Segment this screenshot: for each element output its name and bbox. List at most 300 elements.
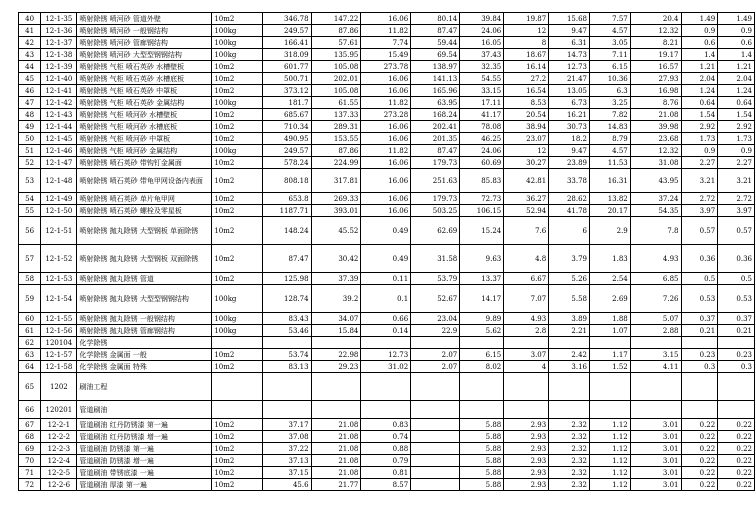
quota-code-cell: 12-1-36: [41, 25, 77, 37]
quota-code-cell: 12-1-43: [41, 109, 77, 121]
value-cell: 33.15: [460, 85, 504, 97]
row-number-cell: 54: [19, 193, 41, 205]
value-cell: 128.74: [262, 285, 311, 313]
value-cell: 83.13: [262, 361, 311, 373]
value-cell: 141.13: [411, 73, 460, 85]
value-cell: 4.57: [589, 25, 630, 37]
row-number-cell: 43: [19, 49, 41, 61]
value-cell: 37.08: [262, 431, 311, 443]
value-cell: [411, 401, 460, 419]
value-cell: 1.54: [681, 109, 718, 121]
value-cell: 5.58: [549, 285, 590, 313]
value-cell: 2.88: [630, 325, 681, 337]
value-cell: 0.1: [361, 285, 411, 313]
value-cell: 3.07: [504, 349, 549, 361]
value-cell: 0.53: [681, 285, 718, 313]
unit-cell: 10m2: [212, 157, 262, 169]
quota-code-cell: 12-1-37: [41, 37, 77, 49]
value-cell: [630, 337, 681, 349]
value-cell: 29.23: [311, 361, 361, 373]
value-cell: 6.85: [630, 273, 681, 285]
value-cell: 30.42: [311, 245, 361, 273]
item-name-cell: 管道刷油 防锈漆 增一遍: [77, 455, 212, 467]
value-cell: 2.72: [718, 193, 755, 205]
value-cell: 7.74: [361, 37, 411, 49]
value-cell: 1.12: [589, 443, 630, 455]
value-cell: 85.83: [460, 169, 504, 193]
value-cell: 165.96: [411, 85, 460, 97]
item-name-cell: 管道刷油 红丹防锈漆 第一遍: [77, 419, 212, 431]
value-cell: 16.06: [361, 157, 411, 169]
value-cell: 19.87: [504, 13, 549, 25]
value-cell: 12.73: [361, 349, 411, 361]
value-cell: 31.58: [411, 245, 460, 273]
unit-cell: 100kg: [212, 313, 262, 325]
table-row: [19, 373, 755, 401]
unit-cell: 10m2: [212, 361, 262, 373]
quota-code-cell: 12-1-57: [41, 349, 77, 361]
value-cell: 21.08: [311, 443, 361, 455]
unit-cell: 10m2: [212, 349, 262, 361]
value-cell: 1.12: [589, 431, 630, 443]
value-cell: 28.62: [549, 193, 590, 205]
value-cell: 80.14: [411, 13, 460, 25]
quota-code-cell: 12-1-35: [41, 13, 77, 25]
value-cell: [549, 337, 590, 349]
unit-cell: 10m2: [212, 455, 262, 467]
value-cell: 8.57: [361, 479, 411, 491]
table-row: [19, 349, 755, 361]
unit-cell: 100kg: [212, 285, 262, 313]
value-cell: [681, 401, 718, 419]
value-cell: 0.6: [681, 37, 718, 49]
value-cell: 7.6: [504, 217, 549, 245]
table-row: [19, 313, 755, 325]
value-cell: 6.15: [589, 61, 630, 73]
value-cell: 16.06: [361, 205, 411, 217]
value-cell: 202.01: [311, 73, 361, 85]
value-cell: 14.73: [549, 49, 590, 61]
table-row: [19, 97, 755, 109]
row-number-cell: 57: [19, 245, 41, 273]
value-cell: 135.95: [311, 49, 361, 61]
value-cell: 12: [504, 145, 549, 157]
value-cell: [411, 419, 460, 431]
value-cell: 2.32: [549, 479, 590, 491]
value-cell: 2.93: [504, 455, 549, 467]
value-cell: 0.9: [681, 145, 718, 157]
row-number-cell: 59: [19, 285, 41, 313]
value-cell: 601.77: [262, 61, 311, 73]
value-cell: 0.37: [718, 313, 755, 325]
value-cell: [262, 337, 311, 349]
value-cell: 52.67: [411, 285, 460, 313]
value-cell: 0.79: [361, 455, 411, 467]
unit-cell: 10m2: [212, 419, 262, 431]
row-number-cell: 49: [19, 121, 41, 133]
value-cell: 5.88: [460, 443, 504, 455]
unit-cell: 10m2: [212, 73, 262, 85]
value-cell: [361, 401, 411, 419]
value-cell: 0.14: [361, 325, 411, 337]
value-cell: 9.89: [460, 313, 504, 325]
table-row: [19, 25, 755, 37]
value-cell: 2.93: [504, 419, 549, 431]
value-cell: 251.63: [411, 169, 460, 193]
value-cell: 0.3: [681, 361, 718, 373]
value-cell: [681, 337, 718, 349]
value-cell: 1.07: [589, 325, 630, 337]
value-cell: 54.35: [630, 205, 681, 217]
value-cell: 0.22: [681, 467, 718, 479]
value-cell: 19.17: [630, 49, 681, 61]
value-cell: [311, 373, 361, 401]
value-cell: 3.01: [630, 479, 681, 491]
value-cell: 0.83: [361, 419, 411, 431]
row-number-cell: 53: [19, 169, 41, 193]
value-cell: 1.52: [589, 361, 630, 373]
item-name-cell: 化学除锈 金属面 一般: [77, 349, 212, 361]
quota-code-cell: 120201: [41, 401, 77, 419]
unit-cell: 100kg: [212, 145, 262, 157]
value-cell: 87.47: [411, 25, 460, 37]
value-cell: [262, 373, 311, 401]
value-cell: 1.54: [718, 109, 755, 121]
value-cell: 18.2: [549, 133, 590, 145]
value-cell: 53.79: [411, 273, 460, 285]
value-cell: 0.22: [681, 443, 718, 455]
value-cell: [411, 337, 460, 349]
value-cell: 3.21: [718, 169, 755, 193]
value-cell: 105.08: [311, 85, 361, 97]
value-cell: 0.22: [681, 431, 718, 443]
value-cell: 21.77: [311, 479, 361, 491]
value-cell: 0.53: [718, 285, 755, 313]
value-cell: 3.01: [630, 443, 681, 455]
value-cell: 30.73: [549, 121, 590, 133]
value-cell: [504, 337, 549, 349]
row-number-cell: 70: [19, 455, 41, 467]
table-row: [19, 169, 755, 193]
value-cell: 21.08: [311, 419, 361, 431]
quota-code-cell: 12-1-51: [41, 217, 77, 245]
row-number-cell: 58: [19, 273, 41, 285]
value-cell: 0.5: [681, 273, 718, 285]
table-row: [19, 361, 755, 373]
value-cell: 63.95: [411, 97, 460, 109]
value-cell: 16.06: [361, 133, 411, 145]
quota-code-cell: 12-2-6: [41, 479, 77, 491]
row-number-cell: 47: [19, 97, 41, 109]
value-cell: 0.23: [718, 349, 755, 361]
item-name-cell: 喷射除锈 抛丸除锈 管廊钢结构: [77, 325, 212, 337]
quota-code-cell: 12-1-47: [41, 157, 77, 169]
value-cell: 24.06: [460, 25, 504, 37]
unit-cell: 10m2: [212, 273, 262, 285]
row-number-cell: 60: [19, 313, 41, 325]
table-row: [19, 325, 755, 337]
unit-cell: 10m2: [212, 109, 262, 121]
item-name-cell: 喷射除锈 喷石英砂 单片龟甲网: [77, 193, 212, 205]
value-cell: 60.69: [460, 157, 504, 169]
value-cell: 0.22: [718, 431, 755, 443]
table-row: [19, 431, 755, 443]
value-cell: 1.88: [589, 313, 630, 325]
table-row: [19, 443, 755, 455]
value-cell: 2.32: [549, 443, 590, 455]
value-cell: 3.01: [630, 419, 681, 431]
value-cell: 9.63: [460, 245, 504, 273]
value-cell: [549, 373, 590, 401]
value-cell: 38.94: [504, 121, 549, 133]
table-row: [19, 401, 755, 419]
value-cell: 8.02: [460, 361, 504, 373]
unit-cell: 10m2: [212, 13, 262, 25]
value-cell: 2.04: [718, 73, 755, 85]
value-cell: 1.17: [589, 349, 630, 361]
value-cell: 7.07: [504, 285, 549, 313]
value-cell: 69.54: [411, 49, 460, 61]
value-cell: 0.11: [361, 273, 411, 285]
value-cell: 15.24: [460, 217, 504, 245]
value-cell: 5.26: [549, 273, 590, 285]
value-cell: 0.22: [681, 479, 718, 491]
value-cell: 39.2: [311, 285, 361, 313]
value-cell: 2.07: [411, 349, 460, 361]
value-cell: 41.78: [549, 205, 590, 217]
quota-code-cell: 12-1-42: [41, 97, 77, 109]
row-number-cell: 40: [19, 13, 41, 25]
value-cell: [630, 401, 681, 419]
quota-table: [18, 12, 755, 491]
quota-code-cell: 12-1-46: [41, 145, 77, 157]
value-cell: 0.5: [718, 273, 755, 285]
table-row: [19, 133, 755, 145]
value-cell: 0.21: [718, 325, 755, 337]
value-cell: 2.21: [549, 325, 590, 337]
value-cell: 16.54: [504, 85, 549, 97]
item-name-cell: 管道刷油: [77, 401, 212, 419]
value-cell: 13.82: [589, 193, 630, 205]
value-cell: 8.53: [504, 97, 549, 109]
unit-cell: 100kg: [212, 97, 262, 109]
value-cell: 3.97: [718, 205, 755, 217]
unit-cell: 10m2: [212, 245, 262, 273]
value-cell: 32.35: [460, 61, 504, 73]
value-cell: 3.79: [549, 245, 590, 273]
unit-cell: 100kg: [212, 49, 262, 61]
value-cell: 6.3: [589, 85, 630, 97]
value-cell: [589, 401, 630, 419]
value-cell: 5.88: [460, 455, 504, 467]
value-cell: 45.52: [311, 217, 361, 245]
value-cell: 3.97: [681, 205, 718, 217]
value-cell: [411, 467, 460, 479]
value-cell: 23.04: [411, 313, 460, 325]
value-cell: [718, 401, 755, 419]
value-cell: 4.93: [504, 313, 549, 325]
row-number-cell: 66: [19, 401, 41, 419]
value-cell: 54.55: [460, 73, 504, 85]
value-cell: 0.36: [681, 245, 718, 273]
value-cell: 16.06: [361, 121, 411, 133]
unit-cell: 10m2: [212, 217, 262, 245]
value-cell: 2.54: [589, 273, 630, 285]
table-body: [19, 13, 755, 491]
row-number-cell: 52: [19, 157, 41, 169]
value-cell: 1.12: [589, 419, 630, 431]
table-row: [19, 245, 755, 273]
value-cell: 57.61: [311, 37, 361, 49]
value-cell: 11.82: [361, 97, 411, 109]
value-cell: 0.22: [718, 419, 755, 431]
value-cell: 1.49: [681, 13, 718, 25]
item-name-cell: 刷油工程: [77, 373, 212, 401]
item-name-cell: 喷射除锈 抛丸除锈 大型钢板 单面除锈: [77, 217, 212, 245]
value-cell: 59.44: [411, 37, 460, 49]
value-cell: 2.93: [504, 431, 549, 443]
quota-code-cell: 12-1-38: [41, 49, 77, 61]
item-name-cell: 喷射除锈 抛丸除锈 管道: [77, 273, 212, 285]
value-cell: [262, 401, 311, 419]
table-row: [19, 37, 755, 49]
row-number-cell: 55: [19, 205, 41, 217]
value-cell: 4.93: [630, 245, 681, 273]
value-cell: 0.22: [681, 419, 718, 431]
value-cell: 43.95: [630, 169, 681, 193]
unit-cell: [212, 337, 262, 349]
value-cell: [589, 373, 630, 401]
value-cell: 0.66: [361, 313, 411, 325]
value-cell: 52.94: [504, 205, 549, 217]
value-cell: 0.37: [681, 313, 718, 325]
value-cell: 125.98: [262, 273, 311, 285]
value-cell: 16.31: [589, 169, 630, 193]
quota-code-cell: 12-2-4: [41, 455, 77, 467]
item-name-cell: 喷射除锈 气柜 喷石英砂 中罩板: [77, 85, 212, 97]
value-cell: 1.24: [681, 85, 718, 97]
value-cell: 1.73: [681, 133, 718, 145]
item-name-cell: 喷射除锈 喷河砂 管道外壁: [77, 13, 212, 25]
value-cell: 2.8: [504, 325, 549, 337]
value-cell: 318.09: [262, 49, 311, 61]
row-number-cell: 64: [19, 361, 41, 373]
value-cell: 0.64: [718, 97, 755, 109]
value-cell: 23.07: [504, 133, 549, 145]
value-cell: 3.01: [630, 431, 681, 443]
value-cell: 147.22: [311, 13, 361, 25]
value-cell: 2.27: [681, 157, 718, 169]
value-cell: 15.84: [311, 325, 361, 337]
value-cell: 0.64: [681, 97, 718, 109]
item-name-cell: 喷射除锈 抛丸除锈 一般钢结构: [77, 313, 212, 325]
value-cell: [361, 373, 411, 401]
value-cell: 2.07: [411, 361, 460, 373]
value-cell: 11.53: [589, 157, 630, 169]
value-cell: 5.88: [460, 419, 504, 431]
value-cell: 16.06: [361, 85, 411, 97]
table-row: [19, 85, 755, 97]
value-cell: 39.84: [460, 13, 504, 25]
value-cell: 0.9: [681, 25, 718, 37]
value-cell: 53.74: [262, 349, 311, 361]
value-cell: 16.06: [361, 193, 411, 205]
item-name-cell: 喷射除锈 气柜 喷河砂 金属结构: [77, 145, 212, 157]
value-cell: 42.81: [504, 169, 549, 193]
item-name-cell: 喷射除锈 气柜 喷石英砂 金属结构: [77, 97, 212, 109]
value-cell: 181.7: [262, 97, 311, 109]
value-cell: 27.2: [504, 73, 549, 85]
quota-code-cell: 12-1-39: [41, 61, 77, 73]
value-cell: 37.43: [460, 49, 504, 61]
row-number-cell: 48: [19, 109, 41, 121]
value-cell: 0.88: [361, 443, 411, 455]
value-cell: 1.21: [718, 61, 755, 73]
value-cell: 5.62: [460, 325, 504, 337]
value-cell: 14.83: [589, 121, 630, 133]
value-cell: [411, 479, 460, 491]
value-cell: 153.55: [311, 133, 361, 145]
unit-cell: 10m2: [212, 443, 262, 455]
value-cell: 1.4: [681, 49, 718, 61]
value-cell: [460, 401, 504, 419]
value-cell: 15.68: [549, 13, 590, 25]
value-cell: 31.02: [361, 361, 411, 373]
value-cell: 224.99: [311, 157, 361, 169]
value-cell: 8.76: [630, 97, 681, 109]
value-cell: [411, 443, 460, 455]
value-cell: 317.81: [311, 169, 361, 193]
value-cell: 0.23: [681, 349, 718, 361]
value-cell: 16.06: [361, 169, 411, 193]
value-cell: 6.67: [504, 273, 549, 285]
item-name-cell: 喷射除锈 抛丸除锈 大型钢板 双面除锈: [77, 245, 212, 273]
unit-cell: [212, 401, 262, 419]
item-name-cell: 管道刷油 厚漆 第一遍: [77, 479, 212, 491]
table-row: [19, 49, 755, 61]
value-cell: 37.39: [311, 273, 361, 285]
value-cell: 12.32: [630, 145, 681, 157]
quota-code-cell: 12-1-40: [41, 73, 77, 85]
value-cell: 2.32: [549, 455, 590, 467]
row-number-cell: 50: [19, 133, 41, 145]
value-cell: 4.8: [504, 245, 549, 273]
value-cell: 0.22: [718, 455, 755, 467]
value-cell: 31.08: [630, 157, 681, 169]
value-cell: [681, 373, 718, 401]
value-cell: 2.69: [589, 285, 630, 313]
value-cell: [311, 337, 361, 349]
row-number-cell: 42: [19, 37, 41, 49]
value-cell: 5.88: [460, 431, 504, 443]
value-cell: [460, 337, 504, 349]
value-cell: 0.9: [718, 25, 755, 37]
item-name-cell: 喷射除锈 气柜 喷河砂 水槽底板: [77, 121, 212, 133]
item-name-cell: 化学除锈 金属面 特殊: [77, 361, 212, 373]
quota-code-cell: 12-1-50: [41, 205, 77, 217]
value-cell: 7.57: [589, 13, 630, 25]
unit-cell: 10m2: [212, 61, 262, 73]
row-number-cell: 69: [19, 443, 41, 455]
value-cell: 1.49: [718, 13, 755, 25]
row-number-cell: 44: [19, 61, 41, 73]
unit-cell: 10m2: [212, 205, 262, 217]
value-cell: 37.15: [262, 467, 311, 479]
value-cell: 201.35: [411, 133, 460, 145]
item-name-cell: 管道刷油 红丹防锈漆 增一遍: [77, 431, 212, 443]
value-cell: 87.86: [311, 25, 361, 37]
table-row: [19, 285, 755, 313]
